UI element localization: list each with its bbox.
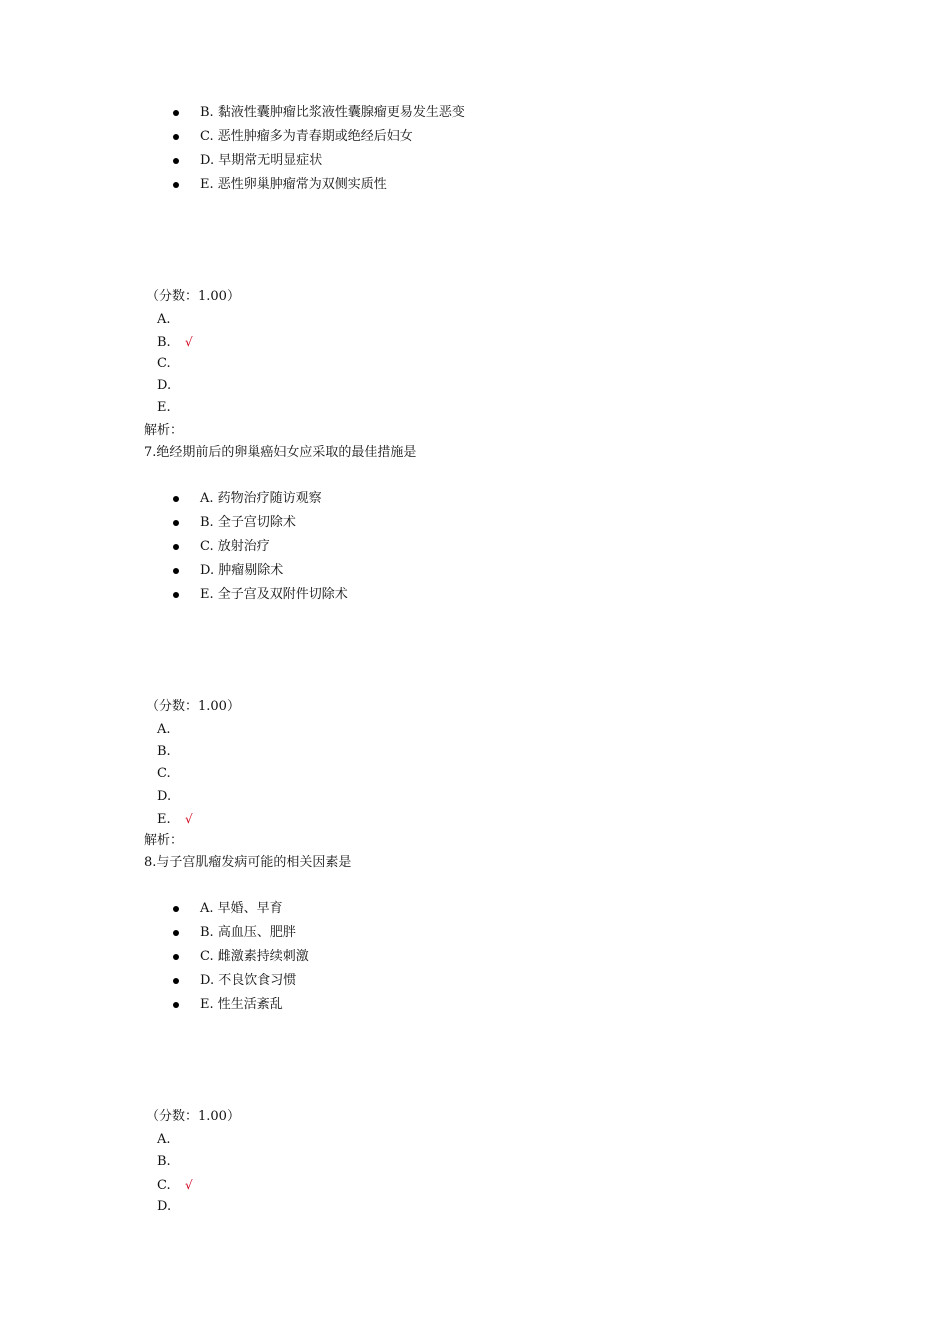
q6-answer-c: C. <box>157 356 171 371</box>
q7-score: （分数：1.00） <box>146 699 240 714</box>
q6-answer-b: B. √ <box>157 335 193 350</box>
q8-answer-c: C. √ <box>157 1178 193 1193</box>
bullet-icon <box>173 906 179 912</box>
q7-analysis-label: 解析： <box>144 833 184 848</box>
bullet-icon <box>173 158 179 164</box>
q7-answer-c: C. <box>157 766 171 781</box>
bullet-icon <box>173 954 179 960</box>
correct-check-icon: √ <box>185 1178 193 1192</box>
q8-answer-d: D. <box>157 1199 172 1214</box>
q6-analysis-label: 解析： <box>144 423 184 438</box>
q6-answer-a: A. <box>157 312 171 327</box>
q7-answer-d: D. <box>157 789 172 804</box>
q6-answer-e: E. <box>157 400 171 415</box>
q7-answer-e: E. √ <box>157 812 193 827</box>
q8-answer-a: A. <box>157 1132 171 1147</box>
q8-score: （分数：1.00） <box>146 1109 240 1124</box>
q7-question-text: 7.绝经期前后的卵巢癌妇女应采取的最佳措施是 <box>144 445 417 460</box>
bullet-icon <box>173 134 179 140</box>
q8-question-text: 8.与子宫肌瘤发病可能的相关因素是 <box>144 855 352 870</box>
bullet-icon <box>173 544 179 550</box>
bullet-icon <box>173 1002 179 1008</box>
bullet-icon <box>173 496 179 502</box>
bullet-icon <box>173 520 179 526</box>
q7-answer-b: B. <box>157 744 171 759</box>
q6-score: （分数：1.00） <box>146 289 240 304</box>
bullet-icon <box>173 110 179 116</box>
q8-answer-b: B. <box>157 1154 171 1169</box>
bullet-icon <box>173 568 179 574</box>
correct-check-icon: √ <box>185 335 193 349</box>
correct-check-icon: √ <box>185 812 193 826</box>
q6-answer-d: D. <box>157 378 172 393</box>
q7-answer-a: A. <box>157 722 171 737</box>
bullet-icon <box>173 182 179 188</box>
bullet-icon <box>173 978 179 984</box>
bullet-icon <box>173 592 179 598</box>
bullet-icon <box>173 930 179 936</box>
